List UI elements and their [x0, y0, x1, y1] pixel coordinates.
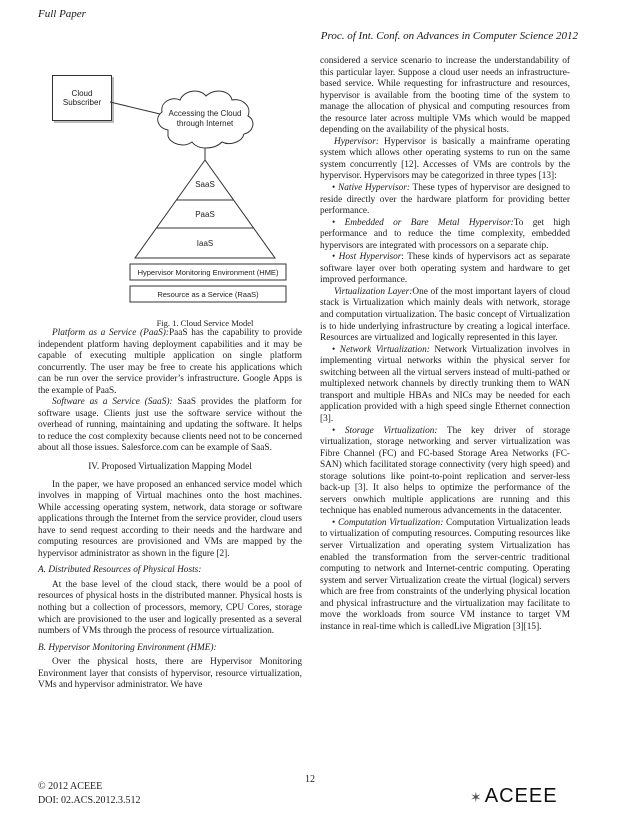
- footer-left: [38, 780, 141, 808]
- bullet-computation: • Computation Virtualization: Computation Virtualization leads to virtualization of computing resources. Computing resources like server Virtualization and operating system Virtualization has enabled the transformation from the server-centric traditional computing to network and Internet-centric computing. Operating system and server Virtualization create the virtual (logical) servers which are free from constraints of the underlying physical location and physical infrastructure and the virtualization may facilitate to move the workloads from source VM instance to target VM instance in real-time which is calledLive Migration [3][15].: [320, 517, 570, 632]
- layer-saas: SaaS: [195, 180, 215, 189]
- header-right: Proc. of Int. Conf. on Advances in Computer Science 2012: [320, 30, 578, 42]
- saas-paragraph: [38, 397, 302, 455]
- virtualization-layer-term: Virtualization Layer:: [334, 286, 413, 297]
- cloud-subscriber-line2: Subscriber: [62, 98, 102, 107]
- hypervisor-term: Hypervisor:: [334, 136, 379, 147]
- raas-label: Resource as a Service (RaaS): [157, 290, 259, 299]
- cloud-text-line1: Accessing the Cloud: [168, 109, 242, 118]
- bullet-host: • Host Hypervisor: These kinds of hypervisors act as separate software layer over both operating system and hardware to get improved performance.: [320, 252, 570, 286]
- star-icon: ✶: [470, 789, 483, 805]
- hme-label: Hypervisor Monitoring Environment (HME): [137, 268, 279, 277]
- virtualization-layer-text: One of the most important layers of cloud stack is Virtualization which mainly deals with network, storage and computation virtualization. The basic concept of Virtualization is to hide underlying infrastructure by creating a logical interface. Resources are virtualized and logically represented in this layer.: [320, 286, 571, 344]
- left-column: [38, 328, 302, 692]
- section-heading: IV. Proposed Virtualization Mapping Model: [88, 462, 252, 473]
- figure-caption: Fig. 1. Cloud Service Model: [156, 318, 254, 328]
- subsection-b-paragraph: Over the physical hosts, there are Hypervisor Monitoring Environment layer that consists of hypervisor, resource virtualization, VMs and hypervisor administrator. We have: [38, 657, 302, 691]
- bullet-embedded: • Embedded or Bare Metal Hypervisor:To get high performance and to reduce the time complexity, embedded hypervisors are integrated with processors on a separate chip.: [320, 217, 570, 251]
- embedded-term: Embedded or Bare Metal Hypervisor:: [344, 217, 514, 228]
- storage-text: The key driver of storage virtualization, storage networking and server virtualization was Fibre Channel (FC) and FC-based Storage Area Networks (FC-SAN) which facilitated storage connectivity (very high speed) and storage solutions like point-to-point replication and server-less back-up [3]. It also helps to optimize the performance of the servers onwhich multiple applications are running and this technique has enabled numerous advancements in the datacenter.: [320, 425, 570, 517]
- logo-text: ACEEE: [484, 785, 558, 807]
- page-number: 12: [305, 774, 315, 785]
- paas-term: Platform as a Service (PaaS):: [52, 328, 169, 338]
- right-column: [320, 56, 570, 633]
- host-text: : These kinds of hypervisors act as separate software layer over both operating system and hardware to get improved performance.: [320, 252, 570, 286]
- aceee-logo: [470, 785, 558, 808]
- subscriber-arrow: [110, 102, 160, 114]
- host-term: Host Hypervisor: [338, 252, 402, 263]
- network-text: Network Virtualization involves in implementing virtual networks within the physical server for switching between all the virtual servers instead of multi-pathed or multiplexed network channels by directly trunking them to WAN transport and multiple HBAs and NICs may be needed for each application provided with a high speed single Ethernet connection [3].: [320, 344, 571, 424]
- saas-term: Software as a Service (SaaS):: [52, 397, 173, 408]
- cloud-service-model-figure: [110, 62, 300, 322]
- storage-term: Storage Virtualization:: [344, 425, 438, 436]
- bullet-network: • Network Virtualization: Network Virtualization involves in implementing virtual networks within the physical server for switching between all the virtual servers instead of multi-pathed or multiplexed network channels by directly trunking them to WAN transport and multiple HBAs and NICs may be needed for each application provided with a high speed single Ethernet connection [3].: [320, 344, 571, 424]
- bullet-native: • Native Hypervisor: These types of hypervisor are designed to reside directly over the hardware platform for providing better performance.: [320, 183, 571, 217]
- subsection-b-heading: B. Hypervisor Monitoring Environment (HME):: [38, 642, 217, 653]
- subsection-a-paragraph: At the base level of the cloud stack, there would be a pool of resources of physical hosts in the distributed manner. Physical hosts is nothing but a collection of processors, memory, CPU Cores, storage which are provisioned to the user and logically presented as a several numbers of VMs through the process of resource virtualization.: [38, 579, 302, 637]
- section-paragraph: In the paper, we have proposed an enhanced service model which involves in mapping of Virtual machines onto the host machines. While accessing operating system, network, data storage or software applications through the Internet from the service provider, cloud users have to send request according to their needs and the hardware and computing resources are provisioned and VMs are mapped by the hypervisor administrator as shown in the figure [2].: [38, 479, 302, 559]
- layer-iaas: IaaS: [196, 239, 214, 248]
- native-text: These types of hypervisor are designed to reside directly over the hardware platform for providing better performance.: [320, 183, 571, 217]
- embedded-text: To get high performance and to reduce the time complexity, embedded hypervisors are integrated with processors on a separate chip.: [320, 217, 570, 251]
- paas-text: PaaS has the capability to provide independent platform having deployment capabilities and it may be capable of executing multiple application on single platform concurrently. The user may be free to create his applications which can be run over the service provider’s infrastructure. Google Apps is the example of PaaS.: [38, 328, 302, 396]
- cloud-subscriber-line1: Cloud: [71, 89, 93, 98]
- virtualization-layer-paragraph: [320, 287, 570, 345]
- footer-copyright: © 2012 ACEEE: [38, 781, 103, 792]
- bullet-storage: • Storage Virtualization: The key driver of storage virtualization, storage networking and server virtualization was Fibre Channel (FC) and FC-based Storage Area Networks (FC-SAN) which facilitated storage connectivity (very high speed) and storage solutions like point-to-point replication and server-less back-up [3]. It also helps to optimize the performance of the servers onwhich multiple applications are running and this technique has enabled numerous advancements in the datacenter.: [320, 425, 570, 517]
- hypervisor-text: Hypervisor is basically a mainframe operating system which allows other operating systems to run on the same system concurrently [12]. Accesses of VMs are controls by the hypervisor. Hypervisors may be categorized in three types [13]:: [320, 136, 570, 182]
- hypervisor-paragraph: [320, 137, 570, 183]
- network-term: Network Virtualization:: [339, 344, 430, 355]
- cloud-text-line2: through Internet: [176, 119, 234, 128]
- layer-paas: PaaS: [195, 210, 215, 219]
- subsection-a-heading: A. Distributed Resources of Physical Hosts:: [38, 565, 202, 576]
- computation-term: Computation Virtualization:: [337, 517, 444, 528]
- continuation-paragraph: considered a service scenario to increase the understandability of this particular layer. Suppose a cloud user needs an infrastructure-based service. While requesting for infrastructure and resources, hypervisor is available from the booting time of the system to manage the allocation of physical and computing resources from the resource later across multiple VMs which would be mapped depending on the availability of the physical hosts.: [320, 56, 570, 136]
- header-left: Full Paper: [38, 8, 86, 20]
- paas-paragraph: [38, 328, 302, 397]
- saas-text: SaaS provides the platform for software usage. Clients just use the software service without the overhead of running, maintaining and updating the software. It helps to reduce the cost complexity because clients need not to be concerned about all those issues. Salesforce.com can be example of SaaS.: [38, 397, 302, 454]
- computation-text: Computation Virtualization leads to virtualization of computing resources. Computing resources like server Virtualization and operating system Virtualization has enabled the transformation from the server-centric traditional computing to network and Internet-centric computing. Operating system and server Virtualization create the virtual (logical) servers which are free from constraints of the underlying physical location and physical infrastructure and the virtualization may facilitate to move the workloads from source VM instance to target VM instance in real-time which is calledLive Migration [3][15].: [320, 517, 570, 632]
- footer-doi: DOI: 02.ACS.2012.3.512: [38, 795, 141, 806]
- cloud-subscriber-box: [52, 75, 112, 121]
- native-term: Native Hypervisor:: [338, 183, 410, 194]
